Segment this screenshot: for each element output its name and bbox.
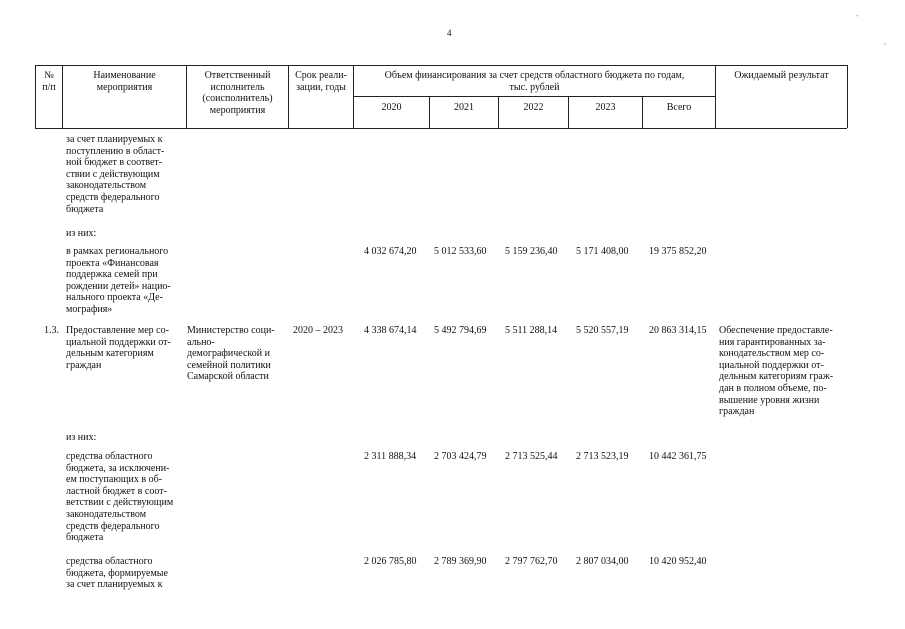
value-2021: 2 703 424,79: [434, 451, 487, 462]
row-name: Предоставление мер со- циальной поддержки от- дельным категориям граждан: [66, 325, 171, 371]
corner-mark: ,: [884, 36, 887, 46]
value-total: 19 375 852,20: [649, 246, 707, 257]
value-2022: 5 511 288,14: [505, 325, 558, 336]
header-col-name: Наименование мероприятия: [93, 70, 156, 93]
row-name: из них:: [66, 432, 97, 443]
value-2022: 2 713 525,44: [505, 451, 558, 462]
header-year-2023: 2023: [595, 102, 616, 113]
row-name: в рамках регионального проекта «Финансовая поддержка семей при рождении детей» нацио- нального проекта «Де- мография»: [66, 246, 171, 315]
value-2020: 4 032 674,20: [364, 246, 417, 257]
value-2022: 5 159 236,40: [505, 246, 558, 257]
row-number: 1.3.: [44, 325, 59, 336]
value-2020: 2 026 785,80: [364, 556, 417, 567]
value-total: 20 863 314,15: [649, 325, 707, 336]
header-year-2022: 2022: [523, 102, 544, 113]
value-2021: 5 492 794,69: [434, 325, 487, 336]
row-name: средства областного бюджета, за исключени- ем поступающих в об- ластной бюджет в соот- ветствии с действующим законодательством средств федерального бюджета: [66, 451, 174, 544]
value-2020: 4 338 674,14: [364, 325, 417, 336]
value-2020: 2 311 888,34: [364, 451, 417, 462]
header-total: Всего: [666, 102, 692, 113]
header-year-2021: 2021: [454, 102, 474, 113]
corner-mark: -: [856, 10, 859, 20]
row-responsible: Министерство соци- ально- демографической и семейной политики Самарской области: [187, 325, 275, 383]
value-total: 10 442 361,75: [649, 451, 707, 462]
row-name: из них:: [66, 228, 97, 239]
header-col-number: № п/п: [42, 70, 56, 93]
row-name: средства областного бюджета, формируемые за счет планируемых к: [66, 556, 168, 591]
row-result: Обеспечение предоставле- ния гарантированных за- конодательством мер со- циальной поддержки от- дельным категориям граж- дан в полном объеме, по- вышение уровня жизни граждан: [719, 325, 834, 418]
value-2023: 2 713 523,19: [576, 451, 629, 462]
header-col-funding: Объем финансирования за счет средств областного бюджета по годам, тыс. рублей: [384, 70, 685, 93]
page-number: 4: [447, 28, 452, 38]
header-col-term: Срок реали- зации, годы: [295, 70, 347, 93]
value-2022: 2 797 762,70: [505, 556, 558, 567]
row-name: за счет планируемых к поступлению в област- ной бюджет в соответ- ствии с действующим законодательством средств федерального бюджета: [66, 134, 165, 215]
value-2021: 5 012 533,60: [434, 246, 487, 257]
value-2023: 2 807 034,00: [576, 556, 629, 567]
row-term: 2020 – 2023: [293, 325, 343, 336]
value-2023: 5 520 557,19: [576, 325, 629, 336]
header-col-responsible: Ответственный исполнитель (соисполнитель) мероприятия: [202, 70, 273, 116]
header-year-2020: 2020: [381, 102, 402, 113]
value-2021: 2 789 369,90: [434, 556, 487, 567]
header-col-result: Ожидаемый результат: [734, 70, 829, 81]
value-2023: 5 171 408,00: [576, 246, 629, 257]
value-total: 10 420 952,40: [649, 556, 707, 567]
